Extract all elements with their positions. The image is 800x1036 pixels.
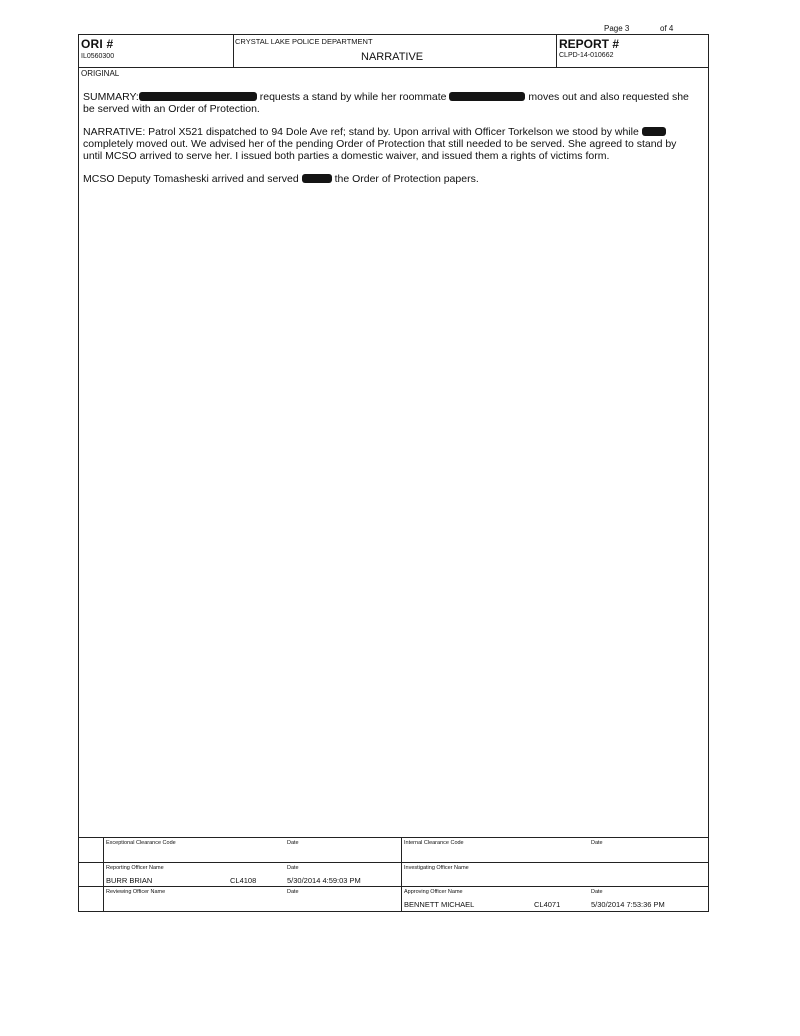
redaction-mark	[449, 92, 525, 101]
reporting-date-cell	[285, 863, 401, 887]
status-label: ORIGINAL	[81, 69, 120, 78]
mcso-paragraph	[83, 173, 695, 185]
form-footer	[79, 837, 708, 912]
narrative-paragraph	[83, 126, 695, 162]
mcso-text-a: MCSO Deputy Tomasheski arrived and served	[83, 173, 302, 185]
narrative-text-a: Patrol X521 dispatched to 94 Dole Ave ref; stand by. Upon arrival with Officer Torkelson we stood by while	[145, 126, 642, 138]
reporting-date-label: Date	[287, 865, 299, 871]
narrative-label: NARRATIVE:	[83, 126, 146, 138]
reviewing-officer-label: Reviewing Officer Name	[106, 889, 166, 895]
report-number: CLPD-14-010662	[559, 52, 614, 59]
investigating-officer-label: Investigating Officer Name	[404, 865, 469, 871]
approving-officer-id: CL4071	[534, 900, 561, 909]
ori-cell	[79, 35, 234, 67]
reviewing-date-cell	[285, 887, 401, 911]
approving-date-label: Date	[591, 889, 603, 895]
reporting-date: 5/30/2014 4:59:03 PM	[287, 876, 361, 885]
form-title: NARRATIVE	[361, 51, 424, 63]
reporting-officer-label: Reporting Officer Name	[106, 865, 164, 871]
summary-paragraph	[83, 91, 695, 115]
footer-row-clearance	[79, 838, 708, 862]
summary-text-b: moves out and also requested she be served with an Order of Protection.	[83, 91, 689, 115]
internal-clearance-label: Internal Clearance Code	[404, 840, 464, 846]
investigating-officer-cell	[401, 863, 709, 887]
reviewing-date-label: Date	[287, 889, 299, 895]
approving-officer-name: BENNETT MICHAEL	[404, 900, 475, 909]
footer-row-approval	[79, 886, 708, 911]
exceptional-clearance-label: Exceptional Clearance Code	[106, 840, 176, 846]
narrative-body	[83, 91, 695, 196]
department-cell	[233, 35, 557, 67]
redaction-mark	[302, 174, 332, 183]
redaction-mark	[139, 92, 257, 101]
internal-date-cell	[589, 838, 708, 862]
ori-label: ORI #	[81, 37, 114, 51]
reporting-officer-cell	[103, 863, 286, 887]
narrative-form	[78, 34, 709, 912]
footer-row-reporting	[79, 862, 708, 887]
redaction-mark	[642, 127, 666, 136]
internal-date-label: Date	[591, 840, 603, 846]
report-cell	[556, 35, 708, 67]
summary-text-a: requests a stand by while her roommate	[256, 91, 450, 103]
summary-label: SUMMARY:	[83, 91, 139, 103]
page-total: of 4	[660, 24, 674, 33]
approving-officer-cell	[401, 887, 590, 911]
clearance-date-cell	[285, 838, 401, 862]
approving-officer-label: Approving Officer Name	[404, 889, 463, 895]
form-header	[79, 35, 708, 68]
approving-date-cell	[589, 887, 708, 911]
exceptional-clearance-cell	[103, 838, 286, 862]
approving-date: 5/30/2014 7:53:36 PM	[591, 900, 665, 909]
narrative-text-b: completely moved out. We advised her of the pending Order of Protection that still needed to be served. She agreed to stand by until MCSO arrived to serve her. I issued both parties a domestic waiver, and issued them a rights of victims form.	[83, 138, 677, 162]
internal-clearance-cell	[401, 838, 590, 862]
clearance-date-label: Date	[287, 840, 299, 846]
mcso-text-b: the Order of Protection papers.	[331, 173, 479, 185]
report-label: REPORT #	[559, 37, 620, 51]
ori-value: IL0560300	[81, 53, 115, 60]
reviewing-officer-cell	[103, 887, 286, 911]
department-name: CRYSTAL LAKE POLICE DEPARTMENT	[235, 37, 373, 46]
reporting-officer-id: CL4108	[230, 876, 257, 885]
reporting-officer-name: BURR BRIAN	[106, 876, 153, 885]
page-number: Page 3	[604, 24, 630, 33]
